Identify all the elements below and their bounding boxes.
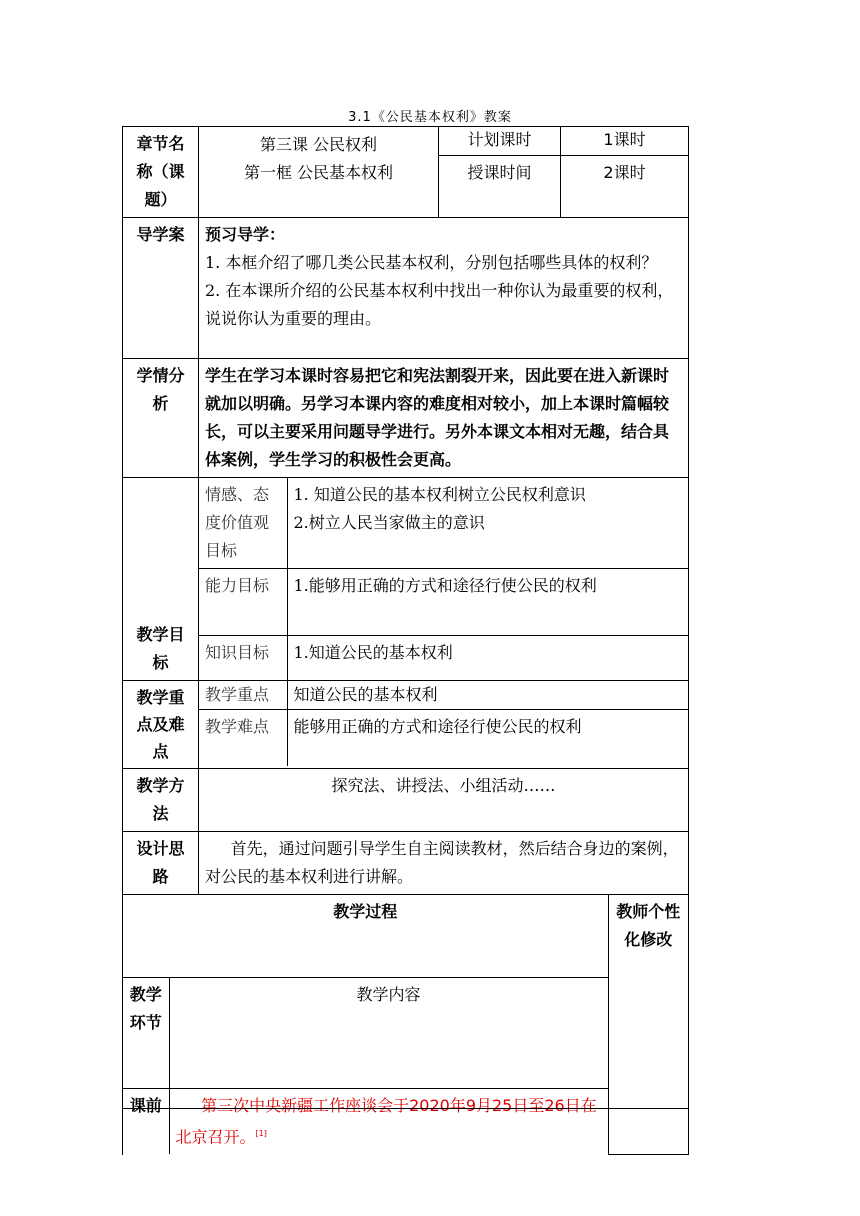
guide-question-2: 2. 在本课所介绍的公民基本权利中找出一种你认为最重要的权利，说说你认为重要的理由。	[205, 281, 674, 328]
chapter-row	[123, 127, 689, 156]
analysis-text: 学生在学习本课时容易把它和宪法割裂开来，因此要在进入新课时就加以明确。另学习本课内容的难度相对较小，加上本课时篇幅较长，可以主要采用问题导学进行。另外本课文本相对无趣，结合具体案例，学生学习的积极性会更高。	[199, 359, 689, 478]
emotion-goal-label: 情感、态度价值观目标	[199, 478, 287, 569]
keypoints-row	[123, 681, 689, 769]
pre-class-label: 课前	[123, 1089, 169, 1155]
design-text: 首先，通过问题引导学生自主阅读教材，然后结合身边的案例，对公民的基本权利进行讲解。	[199, 832, 689, 895]
ability-goal-row	[199, 569, 688, 636]
pre-class-text: 第三次中央新疆工作座谈会于2020年9月25日至26日在北京召开。	[175, 1096, 597, 1147]
method-row	[123, 769, 689, 832]
keypoints-label: 教学重点及难点	[123, 681, 199, 769]
stage-header-row	[123, 978, 688, 1089]
process-section	[123, 895, 689, 1155]
process-cell	[123, 895, 689, 1155]
goals-label: 教学目标	[123, 478, 199, 681]
process-header-row	[123, 895, 688, 978]
guide-content	[199, 218, 689, 359]
guide-heading: 预习导学：	[205, 225, 286, 244]
ability-goal-1: 1.能够用正确的方式和途径行使公民的权利	[287, 569, 688, 636]
keypoints-subtable	[199, 681, 688, 766]
knowledge-goal-row	[199, 636, 688, 681]
table-bottom-edge-right	[609, 1108, 688, 1109]
process-subtable	[123, 895, 688, 1155]
planned-hours-label: 计划课时	[439, 127, 561, 156]
table-bottom-edge	[122, 1108, 610, 1109]
design-label: 设计思路	[123, 832, 199, 895]
analysis-label: 学情分析	[123, 359, 199, 478]
emotion-goal-2: 2.树立人民当家做主的意识	[293, 513, 485, 532]
chapter-lesson-cell	[199, 127, 439, 218]
pre-class-row	[123, 1089, 688, 1155]
focus-label: 教学重点	[199, 681, 287, 710]
goals-cell	[199, 478, 689, 681]
lesson-plan-table	[122, 126, 689, 1155]
taught-hours-value: 2课时	[561, 155, 689, 217]
analysis-row	[123, 359, 689, 478]
keypoints-cell	[199, 681, 689, 769]
ability-goal-label: 能力目标	[199, 569, 287, 636]
emotion-goal-content	[287, 478, 688, 569]
planned-hours-value: 1课时	[561, 127, 689, 156]
guide-question-1: 1. 本框介绍了哪几类公民基本权利，分别包括哪些具体的权利？	[205, 253, 658, 272]
guide-row	[123, 218, 689, 359]
knowledge-goal-label: 知识目标	[199, 636, 287, 681]
focus-text: 知道公民的基本权利	[287, 681, 688, 710]
taught-hours-label: 授课时间	[439, 155, 561, 217]
guide-label: 导学案	[123, 218, 199, 359]
design-row	[123, 832, 689, 895]
document-title: 3.1《公民基本权利》教案	[348, 110, 512, 125]
goals-subtable	[199, 478, 688, 680]
stage-label: 教学环节	[123, 978, 169, 1089]
chapter-label: 章节名称（课题）	[123, 127, 199, 218]
focus-row	[199, 681, 688, 710]
difficulty-text: 能够用正确的方式和途径行使公民的权利	[287, 710, 688, 767]
teacher-modify-label: 教师个性化修改	[608, 895, 688, 1154]
footnote-ref[interactable]: [1]	[255, 1129, 267, 1138]
method-text: 探究法、讲授法、小组活动……	[199, 769, 689, 832]
method-label: 教学方法	[123, 769, 199, 832]
difficulty-row	[199, 710, 688, 767]
emotion-goal-1: 1. 知道公民的基本权利树立公民权利意识	[293, 485, 586, 504]
chapter-section: 第一框 公民基本权利	[243, 163, 394, 182]
pre-class-content	[169, 1089, 608, 1155]
difficulty-label: 教学难点	[199, 710, 287, 767]
emotion-goal-row	[199, 478, 688, 569]
knowledge-goal-1: 1.知道公民的基本权利	[287, 636, 688, 681]
process-label: 教学过程	[123, 895, 608, 978]
goals-row	[123, 478, 689, 681]
chapter-lesson: 第三课 公民权利	[259, 135, 378, 154]
content-label: 教学内容	[169, 978, 608, 1089]
